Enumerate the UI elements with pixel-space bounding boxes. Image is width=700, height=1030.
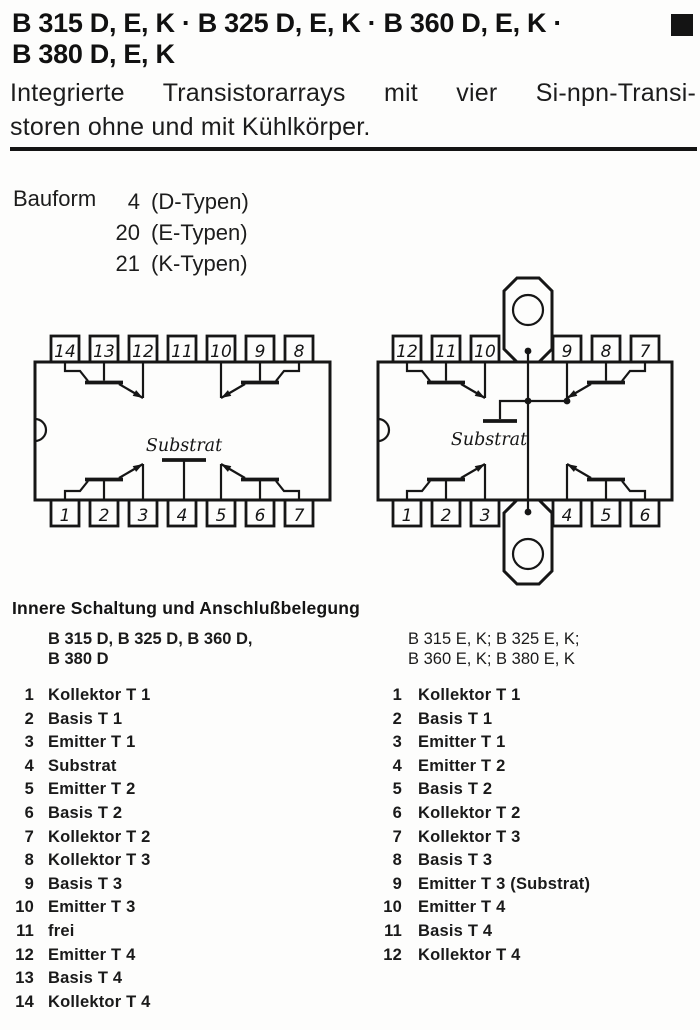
substrate-label: Substrat [450, 430, 528, 450]
pin-number: 3 [137, 506, 149, 526]
substrate-line [525, 348, 571, 516]
transistor-symbol-t4 [65, 362, 143, 398]
divider-rule [10, 147, 697, 151]
pin-row [12, 684, 151, 708]
bauform-number: 21 [115, 251, 140, 276]
pin-function: Kollektor T 2 [418, 803, 521, 822]
pin-function: Basis T 4 [418, 921, 493, 940]
pin-number: 14 [15, 992, 34, 1011]
bauform-number: 20 [115, 220, 140, 245]
pin-row [12, 873, 151, 897]
pin-number: 6 [639, 506, 651, 526]
pin-function: Basis T 1 [418, 709, 493, 728]
pin-number: 4 [24, 756, 34, 775]
pin-row [12, 708, 151, 732]
pin-number: 5 [24, 780, 34, 799]
pin-function: Emitter T 3 [48, 898, 136, 917]
orientation-notch-icon [378, 419, 389, 441]
transistor-symbol-t3 [567, 362, 645, 401]
pin-function: Emitter T 3 (Substrat) [418, 874, 591, 893]
title-line-1: B 315 D, E, K · B 325 D, E, K · B 360 D, E, K · [12, 8, 563, 38]
pin-number: 12 [396, 342, 418, 362]
pin-number: 1 [59, 506, 71, 526]
bauform-row [108, 186, 249, 217]
pin-row [374, 826, 590, 850]
pin-number: 3 [392, 733, 402, 752]
pin-number: 1 [392, 686, 402, 704]
pin-function: Basis T 3 [418, 851, 493, 870]
transistor-symbol-t2 [567, 464, 645, 500]
pin-function: Kollektor T 1 [418, 686, 521, 704]
pin-row [12, 778, 151, 802]
pin-number: 11 [384, 921, 402, 940]
header-line: B 315 E, K; B 325 E, K; [408, 630, 580, 648]
pin-row [12, 967, 151, 991]
package-body [35, 362, 330, 500]
pin-number: 4 [176, 506, 188, 526]
pin-number: 14 [54, 342, 76, 362]
pin-number: 1 [401, 506, 413, 526]
pin-function: Basis T 2 [48, 803, 123, 822]
pin-function: Kollektor T 3 [418, 827, 521, 846]
pin-number: 6 [254, 506, 266, 526]
pin-function: Emitter T 4 [48, 945, 136, 964]
pin-number: 9 [254, 342, 266, 362]
pin-number: 10 [210, 342, 232, 362]
pin-row [374, 708, 590, 732]
pin-number: 5 [600, 506, 612, 526]
pin-row [12, 991, 151, 1015]
pin-number: 4 [561, 506, 573, 526]
pin-number: 7 [392, 827, 402, 846]
pin-row [12, 944, 151, 968]
bottom-pin-row [51, 500, 313, 526]
pin-number: 12 [15, 945, 34, 964]
pin-function: Kollektor T 3 [48, 851, 151, 870]
pin-number: 5 [215, 506, 227, 526]
dip14-diagram [35, 336, 330, 526]
pin-row [374, 731, 590, 755]
pin-number: 12 [383, 945, 402, 964]
pin-number: 2 [98, 506, 110, 526]
orientation-notch-icon [35, 419, 46, 441]
transistor-symbol-t2 [221, 464, 299, 500]
bauform-type: (K-Typen) [151, 251, 248, 276]
pin-number: 4 [392, 756, 402, 775]
pin-function: Basis T 1 [48, 709, 123, 728]
pin-row [374, 849, 590, 873]
dip12-heatsink-diagram [378, 278, 672, 584]
pin-function: Kollektor T 2 [48, 827, 151, 846]
pin-number: 9 [24, 874, 34, 893]
substrate-label: Substrat [145, 436, 223, 456]
title-line-2: B 380 D, E, K [12, 39, 175, 69]
pin-function: Basis T 2 [418, 780, 493, 799]
transistor-symbol-t1 [407, 464, 485, 500]
substrate-symbol [451, 401, 528, 450]
pin-row [374, 684, 590, 708]
pin-number: 7 [639, 342, 651, 362]
bauform-number: 4 [127, 189, 140, 214]
pin-row [12, 896, 151, 920]
pin-number: 9 [392, 874, 402, 893]
pin-row [374, 873, 590, 897]
substrate-symbol [146, 436, 223, 500]
pin-number: 2 [24, 709, 34, 728]
pin-number: 9 [561, 342, 573, 362]
pin-number: 12 [132, 342, 154, 362]
subtitle-line-1: Integrierte Transistorarrays mit vier Si-npn-Transi- [10, 79, 696, 107]
page-title [12, 8, 652, 70]
pin-function: Kollektor T 4 [418, 945, 521, 964]
pinout-header-ek-types [408, 629, 580, 669]
subtitle-line-2: storen ohne und mit Kühlkörper. [10, 113, 371, 141]
pin-number: 8 [293, 342, 305, 362]
pin-number: 6 [24, 803, 34, 822]
transistor-symbol-t4 [407, 362, 485, 398]
pin-list-d-types [12, 684, 151, 1014]
pin-number: 7 [24, 827, 34, 846]
pin-number: 10 [474, 342, 496, 362]
bauform-label: Bauform [13, 186, 97, 211]
pin-number: 1 [24, 686, 34, 704]
header-line: B 380 D [48, 650, 109, 668]
pin-number: 13 [93, 342, 115, 362]
package-diagrams [0, 270, 700, 590]
pin-function: Substrat [48, 756, 117, 775]
pin-row [12, 849, 151, 873]
pin-number: 11 [16, 921, 34, 940]
pin-number: 10 [383, 898, 402, 917]
pin-number: 13 [15, 969, 34, 988]
pin-row [374, 944, 590, 968]
pin-function: frei [48, 921, 75, 940]
pin-number: 5 [392, 780, 402, 799]
pin-row [374, 778, 590, 802]
section-heading: Innere Schaltung und Anschlußbelegung [12, 598, 361, 618]
pin-row [374, 755, 590, 779]
pin-function: Emitter T 1 [48, 733, 136, 752]
bauform-type: (D-Typen) [151, 189, 249, 214]
pin-function: Basis T 4 [48, 969, 123, 988]
pin-number: 8 [600, 342, 612, 362]
pin-function: Emitter T 4 [418, 898, 506, 917]
pin-number: 11 [435, 342, 457, 362]
transistor-symbol-t1 [65, 464, 143, 500]
pin-number: 2 [440, 506, 452, 526]
pin-row [12, 802, 151, 826]
pin-row [374, 920, 590, 944]
pin-number: 2 [392, 709, 402, 728]
pin-number: 3 [479, 506, 491, 526]
bauform-type: (E-Typen) [151, 220, 248, 245]
pin-number: 8 [24, 851, 34, 870]
pin-function: Emitter T 2 [48, 780, 136, 799]
pin-number: 3 [24, 733, 34, 752]
subtitle [10, 76, 696, 144]
pin-function: Kollektor T 4 [48, 992, 151, 1011]
pin-row [12, 731, 151, 755]
pin-row [12, 755, 151, 779]
pin-function: Emitter T 2 [418, 756, 506, 775]
pin-number: 10 [15, 898, 34, 917]
pin-row [374, 896, 590, 920]
header-line: B 360 E, K; B 380 E, K [408, 650, 575, 668]
pinout-header-d-types [48, 629, 253, 669]
transistor-symbol-t3 [221, 362, 299, 398]
pin-number: 8 [392, 851, 402, 870]
header-line: B 315 D, B 325 D, B 360 D, [48, 630, 253, 648]
top-pin-row [51, 336, 313, 362]
bauform-table [108, 186, 249, 279]
pin-number: 11 [171, 342, 193, 362]
pin-function: Emitter T 1 [418, 733, 506, 752]
pin-number: 6 [392, 803, 402, 822]
pin-function: Kollektor T 1 [48, 686, 151, 704]
pin-row [12, 826, 151, 850]
pin-row [12, 920, 151, 944]
pin-function: Basis T 3 [48, 874, 123, 893]
pin-row [374, 802, 590, 826]
pin-number: 7 [293, 506, 305, 526]
pin-list-ek-types [374, 684, 590, 967]
bauform-row [108, 217, 249, 248]
corner-marker-icon [671, 14, 693, 36]
